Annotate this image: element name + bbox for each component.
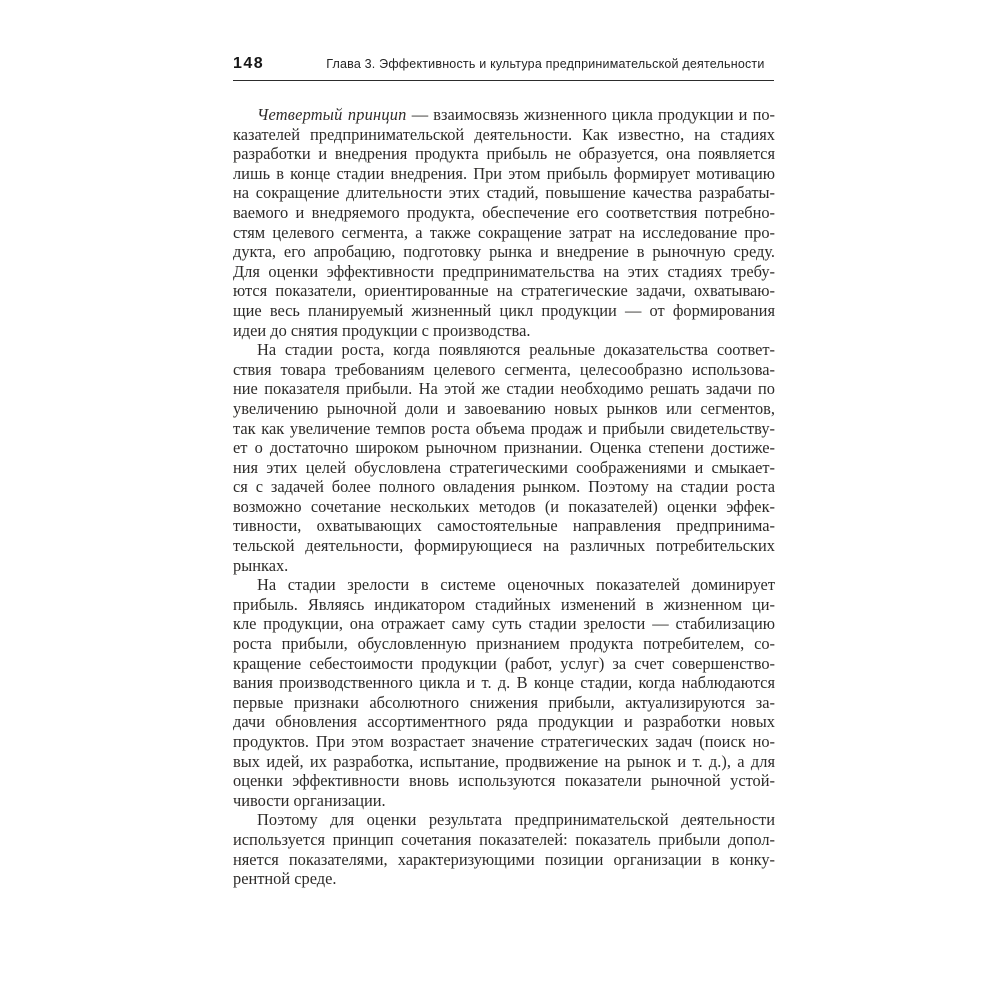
text-line: возможно сочетание нескольких методов (и показателей) оценки эффек-	[233, 496, 775, 516]
page-number: 148	[233, 55, 265, 72]
text-line: ния этих целей обусловлена стратегическими соображениями и смыкает-	[233, 457, 775, 477]
text-line: Поэтому для оценки результата предпринимательской деятельности	[257, 810, 775, 830]
text-line: рентной среде.	[233, 869, 337, 889]
text-line: Четвертый принцип — взаимосвязь жизненного цикла продукции и по-	[257, 105, 775, 124]
text-line: тельской деятельности, формирующиеся на различных потребительских	[233, 536, 775, 556]
text-line: щие весь планируемый жизненный цикл продукции — от формирования	[233, 300, 775, 320]
text-line: рынках.	[233, 555, 289, 575]
text-line: дачи обновления ассортиментного ряда продукции и разработки новых	[233, 712, 775, 732]
text-line: няется показателями, характеризующими позиции организации в конку-	[233, 849, 775, 869]
text-line: На стадии роста, когда появляются реальные доказательства соответ-	[257, 340, 775, 360]
paragraph	[233, 105, 775, 340]
text-line: увеличению рыночной доли и завоеванию новых рынков или сегментов,	[233, 398, 775, 418]
text-line: роста прибыли, обусловленную признанием продукта потребителем, со-	[233, 634, 775, 654]
body-text	[233, 105, 775, 889]
text-line: ет о достаточно широком рыночном признании. Оценка степени достиже-	[233, 438, 775, 458]
text-line: вых идей, их разработка, испытание, продвижение на рынок и т. д.), а для	[233, 751, 775, 771]
text-line: первые признаки абсолютного снижения прибыли, актуализируются за-	[233, 692, 775, 712]
text-line: ются показатели, ориентированные на стратегические задачи, охватываю-	[233, 281, 775, 301]
text-line: кращение себестоимости продукции (работ, услуг) за счет совершенство-	[233, 653, 775, 673]
text-line: стям целевого сегмента, а также сокращение затрат на исследование про-	[233, 222, 775, 242]
text-line: ваемого и внедряемого продукта, обеспечение его соответствия потребно-	[233, 202, 775, 222]
paragraph	[233, 575, 775, 810]
text-line: На стадии зрелости в системе оценочных показателей доминирует	[257, 575, 775, 595]
text-line: используется принцип сочетания показателей: показатель прибыли допол-	[233, 829, 775, 849]
text-line: прибыль. Являясь индикатором стадийных изменений в жизненном ци-	[233, 594, 775, 614]
text-line: на сокращение длительности этих стадий, повышение качества разрабаты-	[233, 183, 775, 203]
text-line: разработки и внедрения продукта прибыль не образуется, она появляется	[233, 144, 775, 164]
paragraph	[233, 340, 775, 575]
text-line: идеи до снятия продукции с производства.	[233, 320, 531, 340]
text-line: кле продукции, она отражает саму суть стадии зрелости — стабилизацию	[233, 614, 775, 634]
text-line: так как увеличение темпов роста объема продаж и прибыли свидетельству-	[233, 418, 775, 438]
text-line: дукта, его апробацию, подготовку рынка и внедрение в рыночную среду.	[233, 242, 775, 262]
text-line: чивости организации.	[233, 790, 386, 810]
text-line: ние показателя прибыли. На этой же стадии необходимо решать задачи по	[233, 379, 775, 399]
text-line: Для оценки эффективности предпринимательства на этих стадиях требу-	[233, 261, 775, 281]
italic-lead: Четвертый принцип	[257, 105, 407, 124]
text-line: лишь в конце стадии внедрения. При этом прибыль формирует мотивацию	[233, 163, 775, 183]
chapter-header: Глава 3. Эффективность и культура предпринимательской деятельности	[326, 57, 765, 71]
text-line: тивности, охватывающих самостоятельные направления предпринима-	[233, 516, 775, 536]
text-line: оценки эффективности вновь используются показатели рыночной устой-	[233, 771, 775, 791]
text-line: ся с задачей более полного овладения рынком. Поэтому на стадии роста	[233, 477, 775, 497]
text-line: вания производственного цикла и т. д. В конце стадии, когда наблюдаются	[233, 673, 775, 693]
header-rule	[233, 80, 774, 81]
text-line: продуктов. При этом возрастает значение стратегических задач (поиск но-	[233, 732, 775, 751]
paragraph	[233, 810, 775, 888]
text-line: ствия товара требованиям целевого сегмента, целесообразно использова-	[233, 359, 775, 379]
text-line: казателей предпринимательской деятельности. Как известно, на стадиях	[233, 124, 775, 144]
running-head	[233, 55, 774, 73]
